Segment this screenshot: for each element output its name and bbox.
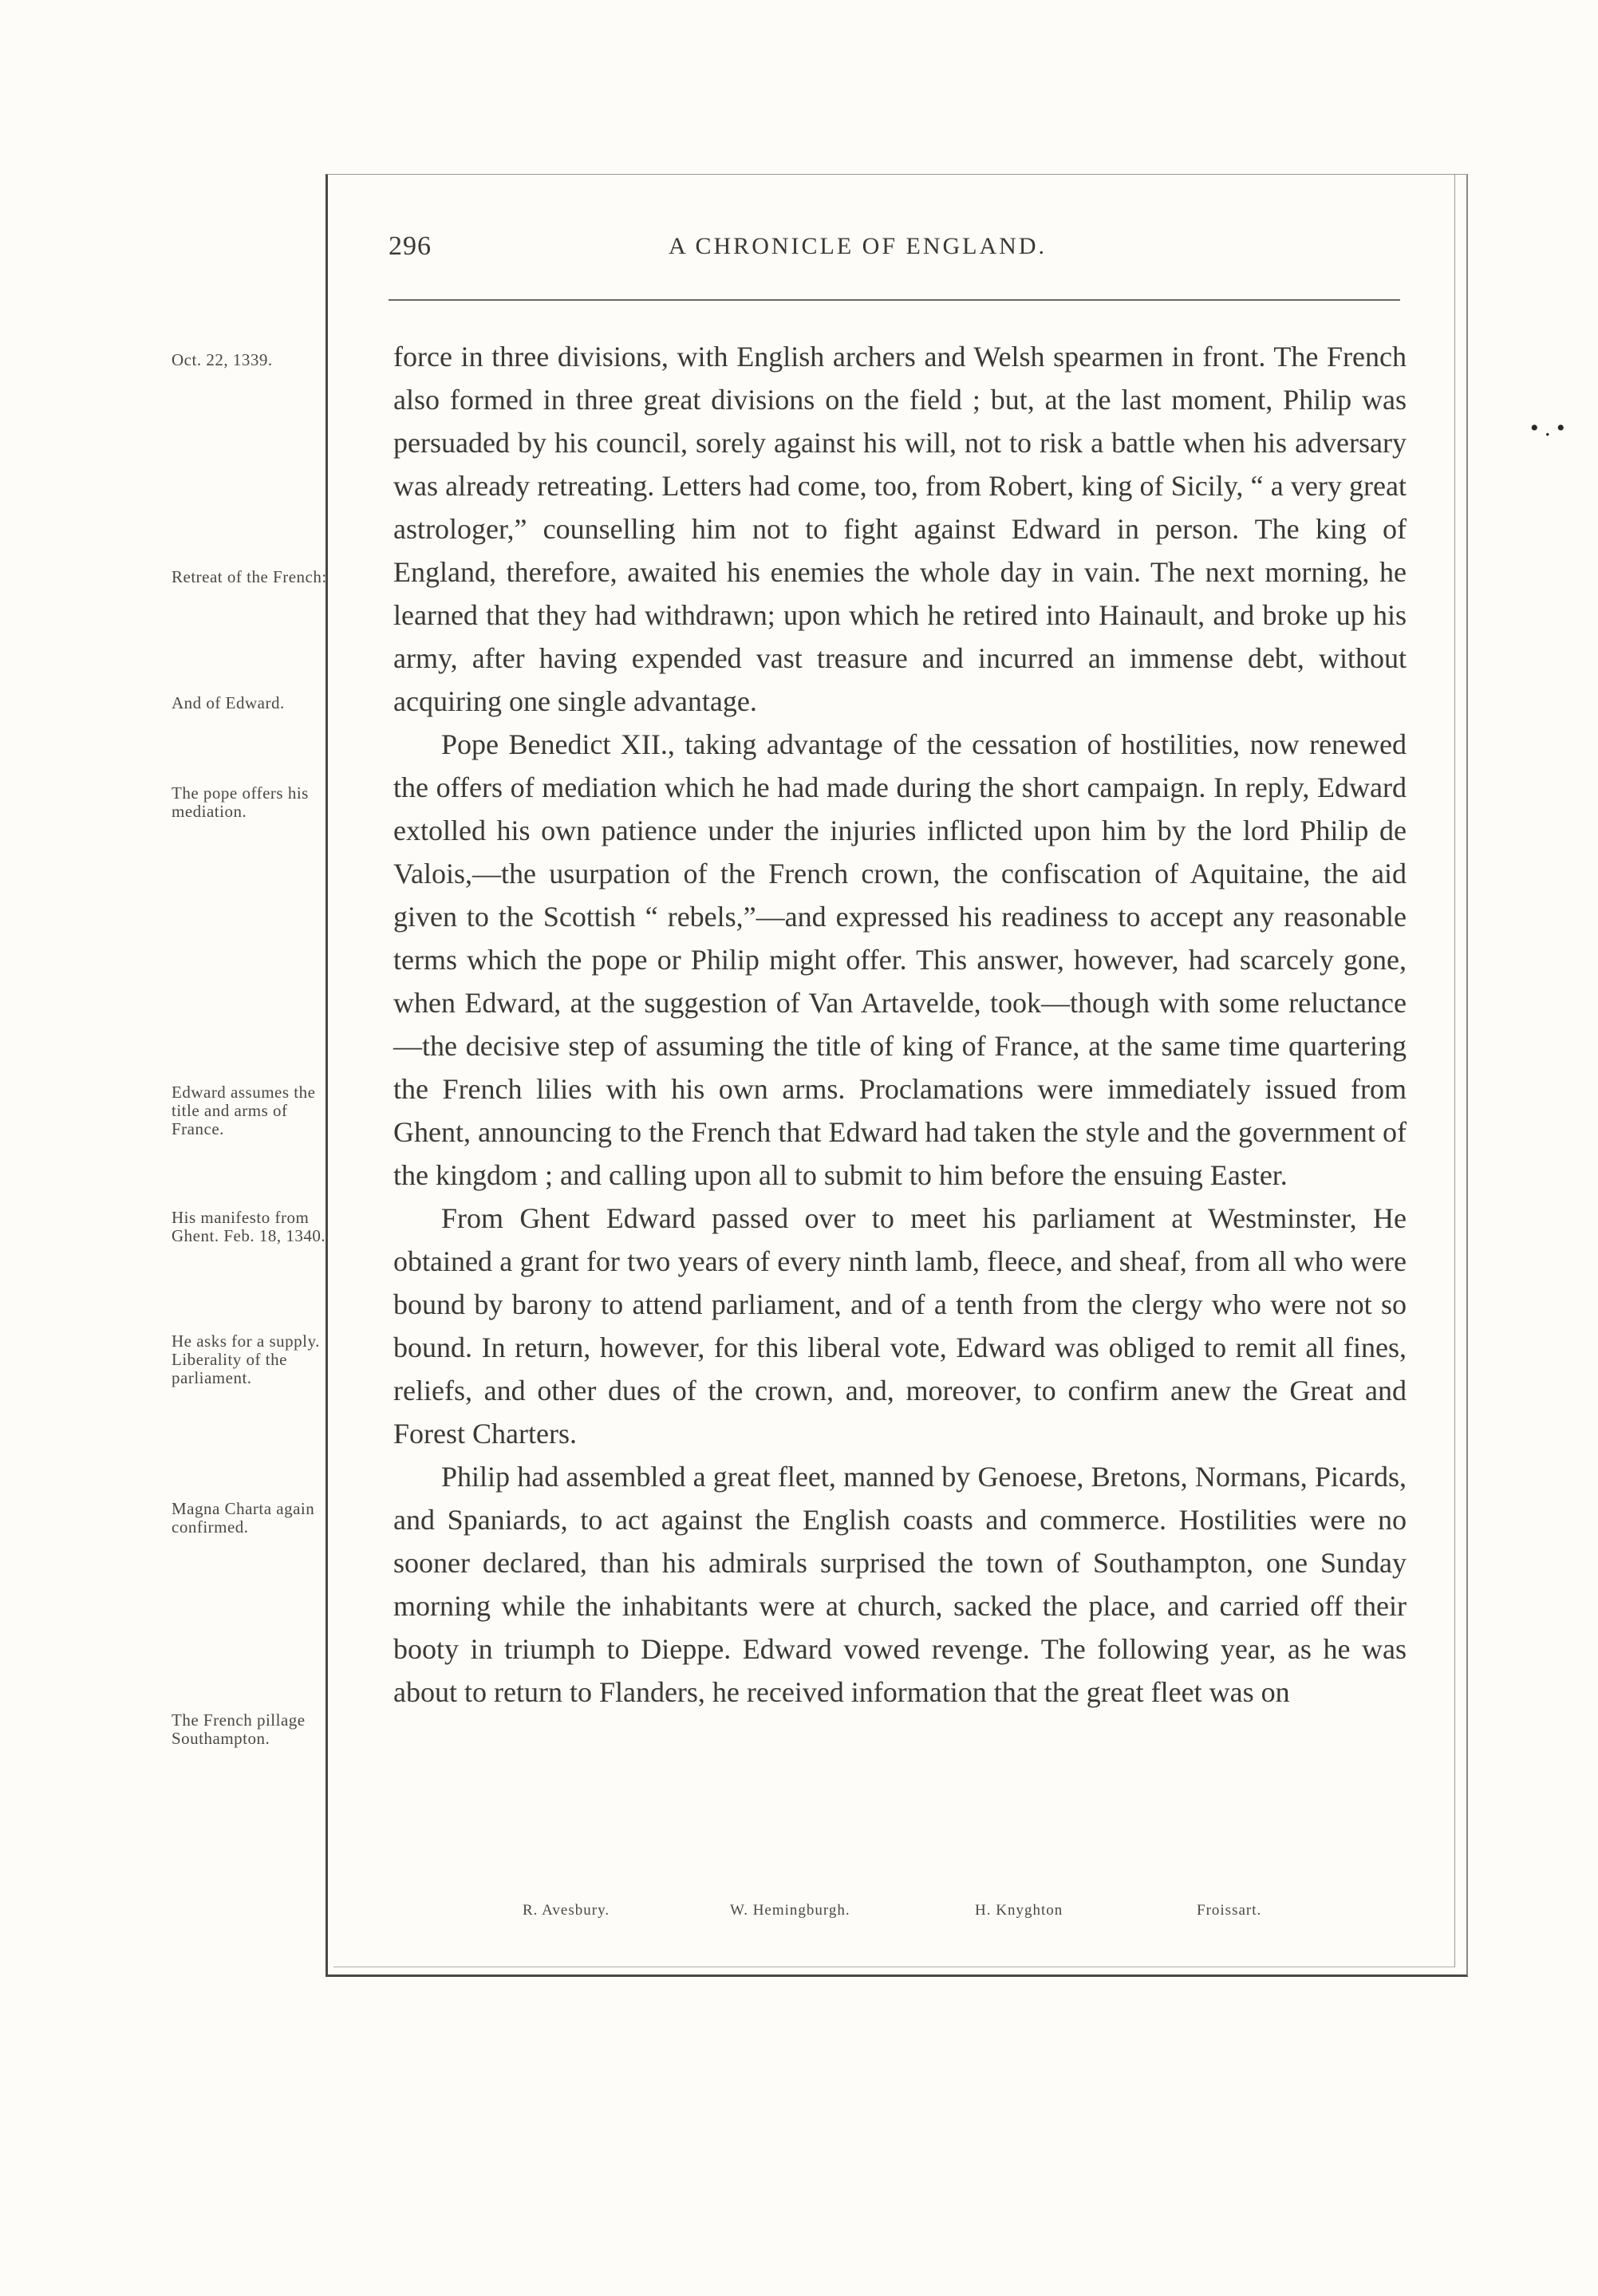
body-text xyxy=(393,335,1407,1714)
source-avesbury: R. Avesbury. xyxy=(523,1902,610,1919)
page-number: 296 xyxy=(389,231,432,261)
margin-note-edward: And of Edward. xyxy=(172,693,285,712)
source-froissart: Froissart. xyxy=(1197,1902,1262,1919)
paragraph-2: Pope Benedict XII., taking advantage of the cessation of hostilities, now renewed the offers of mediation which he had made during the short campaign. In reply, Edward extolled his own patience under the injuries inflicted upon him by the lord Philip de Valois,—the usurpation of the French crown, the confiscation of Aquitaine, the aid given to the Scottish “ rebels,”—and expressed his readiness to accept any reasonable terms which the pope or Philip might offer. This answer, however, had scarcely gone, when Edward, at the suggestion of Van Artavelde, took—though with some reluctance—the decisive step of assuming the title of king of France, at the same time quartering the French lilies with his own arms. Proclamations were immediately issued from Ghent, announcing to the French that Edward had taken the style and the government of the kingdom ; and calling upon all to submit to him before the ensuing Easter. xyxy=(393,728,1407,1191)
source-hemingburgh: W. Hemingburgh. xyxy=(730,1902,850,1919)
paragraph-1: force in three divisions, with English archers and Welsh spearmen in front. The French also formed in three great divisions on the field ; but, at the last moment, Philip was persuaded by his council, sorely against his will, not to risk a battle when his adversary was already retreating. Letters had come, too, from Robert, king of Sicily, “ a very great astrologer,” counselling him not to fight against Edward in person. The king of England, therefore, awaited his enemies the whole day in vain. The next morning, he learned that they had withdrawn; upon which he retired into Hainault, and broke up his army, after having expended vast treasure and incurred an immense debt, without acquiring one single advantage. xyxy=(393,341,1407,717)
margin-note-manifesto: His manifesto from Ghent. Feb. 18, 1340. xyxy=(172,1208,326,1245)
ink-speck: • . • xyxy=(1530,415,1565,441)
running-title: A CHRONICLE OF ENGLAND. xyxy=(669,233,1047,259)
margin-note-southampton: The French pillage Southampton. xyxy=(172,1710,306,1748)
margin-note-retreat: Retreat of the French: xyxy=(172,567,327,586)
paragraph-4: Philip had assembled a great fleet, manned by Genoese, Bretons, Normans, Picards, and Spaniards, to act against the English coasts and commerce. Hostilities were no sooner declared, than his admirals surprised the town of Southampton, one Sunday morning while the inhabitants were at church, sacked the place, and carried off their booty in triumph to Dieppe. Edward vowed revenge. The following year, as he was about to return to Flanders, he received information that the great fleet was on xyxy=(393,1461,1407,1708)
margin-note-pope: The pope offers his mediation. xyxy=(172,783,309,821)
margin-note-supply: He asks for a supply. Liberality of the parliament. xyxy=(172,1331,320,1387)
margin-note-magna-charta: Magna Charta again confirmed. xyxy=(172,1499,315,1537)
margin-note-date: Oct. 22, 1339. xyxy=(172,350,273,369)
paragraph-3: From Ghent Edward passed over to meet his parliament at Westminster, He obtained a grant for two years of every ninth lamb, fleece, and sheaf, from all who were bound by barony to attend parliament, and of a tenth from the clergy who were not so bound. In return, however, for this liberal vote, Edward was obliged to remit all fines, reliefs, and other dues of the crown, and, moreover, to confirm anew the Great and Forest Charters. xyxy=(393,1202,1407,1450)
margin-note-title: Edward assumes the title and arms of France. xyxy=(172,1083,316,1138)
source-knyghton: H. Knyghton xyxy=(975,1902,1063,1919)
header-rule xyxy=(389,299,1400,301)
